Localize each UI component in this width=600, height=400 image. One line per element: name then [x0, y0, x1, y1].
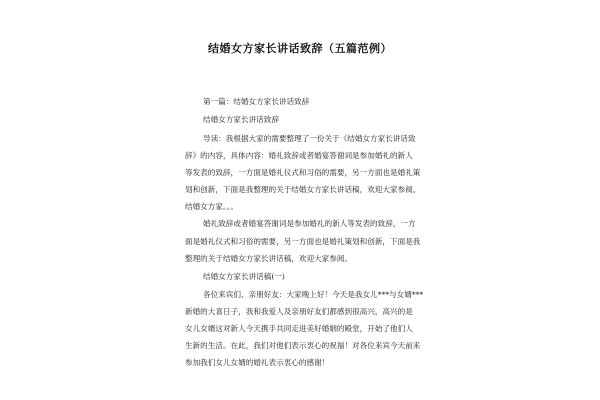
speech-line-1: 各位来宾们、亲朋好友：大家晚上好！今天是我女儿***与女婿*** — [203, 290, 424, 299]
intro-line-2: 面是婚礼仪式和习俗的需要，另一方面也是婚礼策划和创新，下面是我 — [185, 237, 421, 246]
subheading: 结婚女方家长讲话致辞 — [203, 115, 279, 124]
speech-line-3: 女儿女婿这对新人今天携手共同走进美好婚姻的殿堂，开始了他们人 — [185, 324, 413, 333]
guide-line-4: 划和创新，下面是我整理的关于结婚女方家长讲话稿，欢迎大家参阅。 — [185, 185, 421, 194]
intro-line-3: 整理的关于结婚女方家长讲话稿，欢迎大家参阅。 — [185, 254, 353, 263]
speech-line-5: 参加我们女儿女婿的婚礼表示衷心的感谢！ — [185, 358, 330, 367]
intro-line-1: 婚礼致辞或者婚宴答谢词是参加婚礼的新人等发表的致辞，一方 — [203, 219, 416, 228]
speech-line-2: 新婚的大喜日子，我和我爱人及亲朋好友们都感到很高兴，高兴的是 — [185, 307, 413, 316]
guide-line-2: 辞》的内容，具体内容：婚礼致辞或者婚宴答谢词是参加婚礼的新人 — [185, 151, 413, 160]
speech-title: 结婚女方家长讲话稿(一) — [203, 272, 285, 281]
document-title: 结婚女方家长讲话致辞（五篇范例） — [208, 42, 392, 55]
guide-line-3: 等发表的致辞，一方面是婚礼仪式和习俗的需要，另一方面也是婚礼策 — [185, 168, 421, 177]
guide-line-5: 结婚女方家。。。 — [185, 202, 239, 211]
guide-line-1: 导读：我根据大家的需要整理了一份关于《结婚女方家长讲话致 — [203, 134, 416, 143]
speech-line-4: 生新的生活。在此，我们对他们表示衷心的祝福！对各位来宾今天前来 — [185, 341, 421, 350]
section-heading: 第一篇：结婚女方家长讲话致辞 — [203, 97, 310, 106]
